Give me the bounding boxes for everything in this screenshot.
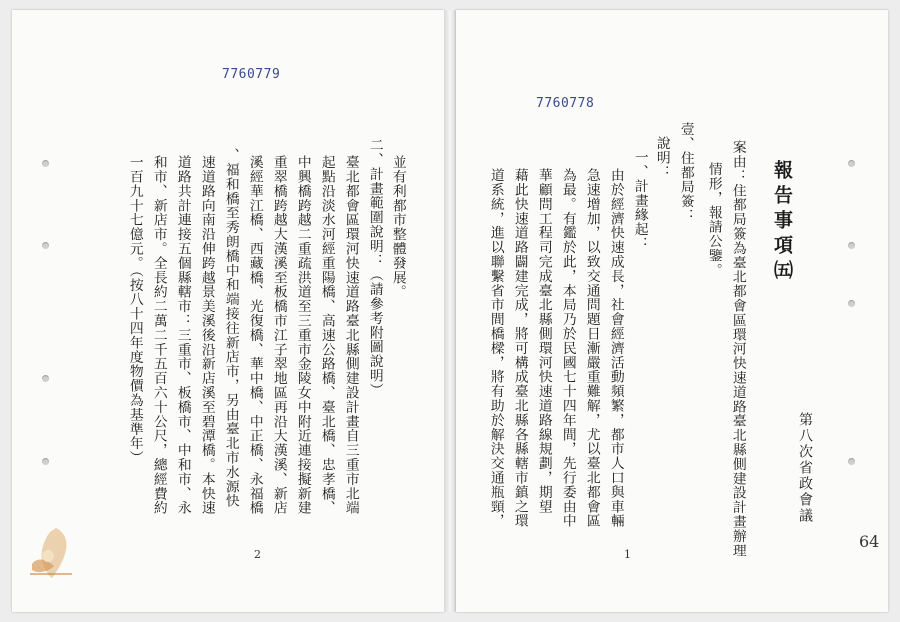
text-line: 情形，報請公鑒。 — [705, 162, 722, 278]
text-line: 說明： — [653, 136, 670, 180]
text-line: 一、計畫緣起： — [631, 150, 648, 251]
archive-stamp-number: 7760779 — [222, 67, 281, 82]
text-line: 二、計畫範圍說明：（請參考附圖說明） — [366, 138, 383, 398]
text-line: 壹、住都局簽： — [677, 122, 694, 223]
document-page-2 — [12, 10, 444, 612]
binder-hole — [42, 375, 49, 382]
text-line: 和市、新店市。全長約二萬二千五百六十公尺，總經費約 — [150, 155, 167, 515]
binder-hole — [42, 160, 49, 167]
text-line: 速道路向南沿伸跨越景美溪後沿新店溪至碧潭橋。本快速 — [198, 155, 215, 515]
binder-hole — [848, 300, 855, 307]
sheet-number: 64 — [859, 532, 880, 551]
text-line: 、福和橋至秀朗橋中和端接往新店市，另由臺北市水源快 — [222, 148, 239, 508]
text-line: 由於經濟快速成長，社會經濟活動頻繁，都市人口與車輛 — [607, 168, 624, 528]
binder-hole — [848, 458, 855, 465]
binder-hole — [848, 242, 855, 249]
document-page-1 — [456, 10, 888, 612]
text-line: 道系統，進以聯繫省市間橋樑，將有助於解決交通瓶頸， — [487, 168, 504, 528]
text-line: 並有利都市整體發展。 — [389, 155, 406, 299]
text-line: 道路共計連接五個縣轄市：三重市、板橋市、中和市、永 — [174, 155, 191, 515]
binder-hole — [42, 242, 49, 249]
text-line: 為最。有鑑於此，本局乃於民國七十四年間，先行委由中 — [559, 168, 576, 528]
text-line: 藉此快速道路闢建完成，將可構成臺北縣各縣轄市鎮之環 — [511, 168, 528, 528]
book-spine — [444, 10, 456, 612]
text-line: 中興橋跨越二重疏洪道至三重市金陵女中附近連接擬新建 — [294, 155, 311, 515]
text-line: 重翠橋跨越大漢溪至板橋市江子翠地區再沿大漢溪、新店 — [270, 155, 287, 515]
text-line: 一百九十七億元。（按八十四年度物價為基準年） — [126, 155, 143, 465]
text-line: 起點沿淡水河經重陽橋、高速公路橋、臺北橋、忠孝橋、 — [318, 155, 335, 515]
session-label: 第八次省政會議 — [797, 412, 813, 524]
binder-hole — [42, 458, 49, 465]
text-line: 溪經華江橋、西藏橋、光復橋、華中橋、中正橋、永福橋 — [246, 155, 263, 515]
binder-hole — [848, 160, 855, 167]
taiwan-map-icon — [26, 526, 78, 582]
text-line: 華顧問工程司完成臺北縣側環河快速道路線規劃，期望 — [535, 168, 552, 514]
archive-logo-watermark — [26, 526, 78, 586]
report-title: 報告事項㈤ — [771, 160, 793, 285]
text-line: 案由：住都局簽為臺北都會區環河快速道路臺北縣側建設計畫辦理 — [729, 140, 746, 558]
text-line: 臺北都會區環河快速道路臺北縣側建設計畫自三重市北端 — [342, 155, 359, 515]
archive-stamp-number: 7760778 — [536, 96, 595, 111]
page-number: 2 — [254, 548, 261, 561]
text-line: 急速增加，以致交通問題日漸嚴重難解，尤以臺北都會區 — [583, 168, 600, 528]
page-number: 1 — [624, 548, 631, 561]
